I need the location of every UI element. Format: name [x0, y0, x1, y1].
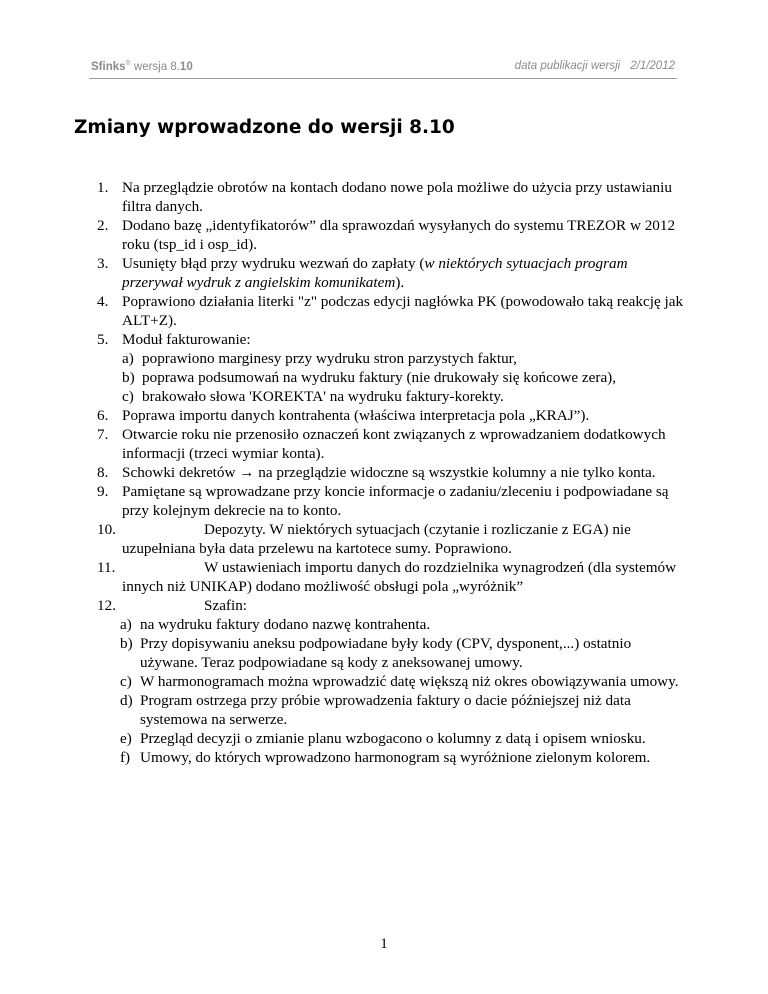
item-text: ).: [395, 274, 405, 291]
sub-item: [102, 368, 692, 387]
sub-letter: e): [120, 730, 132, 747]
sub-text: brakowało słowa 'KOREKTA' na wydruku faktury-korekty.: [142, 388, 504, 405]
sub-item: [102, 691, 692, 729]
item-number: 7.: [97, 426, 109, 443]
item-number: 8.: [97, 464, 109, 481]
sub-item: [102, 634, 692, 672]
version-label: wersja 8.: [133, 60, 180, 73]
publication-label: data publikacji wersji: [514, 60, 621, 72]
item-number: 2.: [97, 217, 109, 234]
item-number: 6.: [97, 407, 109, 424]
item-text: Pamiętane są wprowadzane przy koncie informacje o zadaniu/zleceniu i podpowiadane są przy kolejnym dekrecie na to konto.: [122, 483, 669, 519]
sub-item: [102, 387, 692, 406]
sub-item: [102, 349, 692, 368]
list-item: [97, 330, 692, 349]
item-text: Na przeglądzie obrotów na kontach dodano nowe pola możliwe do użycia przy ustawianiu filtra danych.: [122, 179, 672, 215]
item-text: Otwarcie roku nie przenosiło oznaczeń kont związanych z wprowadzaniem dodatkowych informacji (trzeci wymiar konta).: [122, 426, 666, 462]
header-publication: [515, 60, 675, 72]
item-text: Usunięty błąd przy wydruku wezwań do zapłaty (: [122, 255, 425, 272]
page-header: [89, 58, 677, 79]
sub-letter: b): [122, 369, 135, 386]
list-item: [97, 254, 692, 292]
sub-text: Program ostrzega przy próbie wprowadzenia faktury o dacie późniejszej niż data systemowa na serwerze.: [140, 692, 631, 728]
item-number: 3.: [97, 255, 109, 272]
page-number: 1: [380, 936, 388, 952]
item-text: Poprawiono działania literki "z" podczas edycji nagłówka PK (powodowało taką reakcję jak ALT+Z).: [122, 293, 684, 329]
sub-letter: f): [120, 749, 131, 766]
page-title: Zmiany wprowadzone do wersji 8.10: [74, 117, 455, 138]
sub-text: Przy dopisywaniu aneksu podpowiadane były kody (CPV, dysponent,...) ostatnio używane. Teraz podpowiadane są kody z aneksowanej umowy.: [140, 635, 632, 671]
version-number: 10: [179, 60, 193, 73]
list-item: [97, 406, 692, 425]
publication-date: 2/1/2012: [630, 60, 675, 72]
item-number: 11.: [97, 559, 116, 576]
sub-item: [102, 729, 692, 748]
item-text-continued: innych niż UNIKAP) dodano możliwość obsługi pola „wyróżnik”: [122, 578, 524, 595]
sub-letter: c): [120, 673, 132, 690]
item-number: 10.: [97, 521, 116, 538]
item-number: 1.: [97, 179, 109, 196]
list-item: [97, 425, 692, 463]
sub-text: Przegląd decyzji o zmianie planu wzbogacono o kolumny z datą i opisem wniosku.: [140, 730, 646, 747]
item-number: 9.: [97, 483, 109, 500]
changes-list: [97, 178, 692, 767]
sub-letter: a): [122, 350, 134, 367]
sub-text: poprawa podsumowań na wydruku faktury (nie drukowały się końcowe zera),: [142, 369, 617, 386]
item-text: Depozyty. W niektórych sytuacjach (czytanie i rozliczanie z EGA) nie: [204, 521, 631, 538]
product-name: Sfinks: [91, 60, 126, 73]
item-text-continued: uzupełniana była data przelewu na kartotece sumy. Poprawiono.: [122, 540, 512, 557]
header-product: [91, 60, 193, 73]
list-item: [97, 178, 692, 216]
sub-letter: b): [120, 635, 133, 652]
sub-letter: d): [120, 692, 133, 709]
list-item: [97, 596, 692, 615]
sub-letter: c): [122, 388, 134, 405]
sub-letter: a): [120, 616, 132, 633]
item-number: 4.: [97, 293, 109, 310]
list-item: [97, 463, 692, 482]
sub-text: na wydruku faktury dodano nazwę kontrahenta.: [140, 616, 431, 633]
sub-item: [102, 615, 692, 634]
sub-text: W harmonogramach można wprowadzić datę większą niż okres obowiązywania umowy.: [140, 673, 679, 690]
item-text: Dodano bazę „identyfikatorów” dla sprawozdań wysyłanych do systemu TREZOR w 2012 roku (tsp_id i osp_id).: [122, 217, 676, 253]
list-item: [97, 216, 692, 254]
sub-item: [102, 748, 692, 767]
item-text: Schowki dekretów → na przeglądzie widoczne są wszystkie kolumny a nie tylko konta.: [122, 464, 656, 481]
sub-text: Umowy, do których wprowadzono harmonogram są wyróżnione zielonym kolorem.: [140, 749, 651, 766]
item-text: Poprawa importu danych kontrahenta (właściwa interpretacja pola „KRAJ”).: [122, 407, 590, 424]
list-item: [97, 558, 692, 596]
item-text: Szafin:: [204, 597, 248, 614]
item-text: Moduł fakturowanie:: [122, 331, 251, 348]
item-text: W ustawieniach importu danych do rozdzielnika wynagrodzeń (dla systemów: [204, 559, 677, 576]
sub-text: poprawiono marginesy przy wydruku stron parzystych faktur,: [142, 350, 517, 367]
registered-mark: ®: [125, 60, 131, 67]
list-item: [97, 520, 692, 558]
sub-item: [102, 672, 692, 691]
item-text-italic: w niektórych sytuacjach program przerywał wydruk z angielskim komunikatem: [122, 255, 628, 291]
item-number: 12.: [97, 597, 116, 614]
list-item: [97, 482, 692, 520]
item-number: 5.: [97, 331, 109, 348]
list-item: [97, 292, 692, 330]
